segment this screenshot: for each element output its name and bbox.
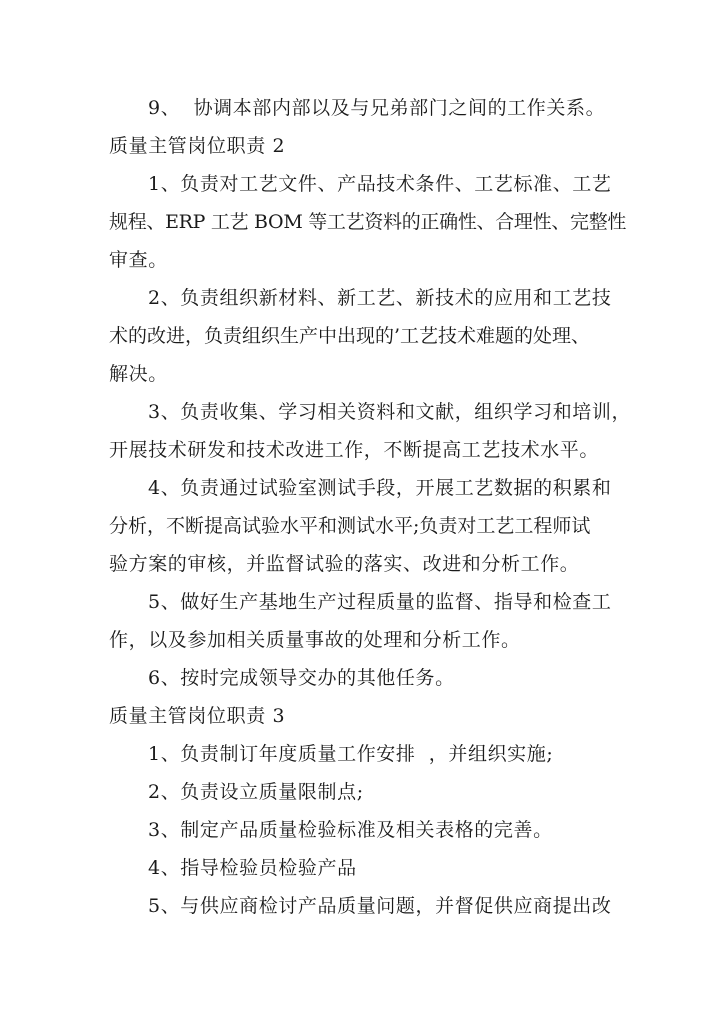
text-line: 解决。 <box>109 363 168 385</box>
text-line: 4、指导检验员检验产品 <box>148 857 357 879</box>
section-heading: 质量主管岗位职责 2 <box>109 135 286 157</box>
text-line: 4、负责通过试验室测试手段，开展工艺数据的积累和 <box>148 477 612 499</box>
text-line: 1、负责对工艺文件、产品技术条件、工艺标准、工艺 <box>148 173 612 195</box>
text-line: 2、负责设立质量限制点; <box>148 781 364 803</box>
text-line: 1、负责制订年度质量工作安排 ，并组织实施; <box>148 743 554 765</box>
text-line: 5、做好生产基地生产过程质量的监督、指导和检查工 <box>148 591 612 613</box>
text-line: 作，以及参加相关质量事故的处理和分析工作。 <box>109 629 521 651</box>
text-line: 开展技术研发和技术改进工作，不断提高工艺技术水平。 <box>109 439 600 461</box>
text-line: 3、负责收集、学习相关资料和文献，组织学习和培训， <box>148 401 632 423</box>
text-line: 9、 协调本部内部以及与兄弟部门之间的工作关系。 <box>148 97 606 119</box>
text-line: 验方案的审核，并监督试验的落实、改进和分析工作。 <box>109 553 580 575</box>
text-line: 术的改进，负责组织生产中出现的’工艺技术难题的处理、 <box>109 325 591 347</box>
text-line: 规程、ERP 工艺 BOM 等工艺资料的正确性、合理性、完整性 <box>109 211 627 233</box>
text-line: 2、负责组织新材料、新工艺、新技术的应用和工艺技 <box>148 287 612 309</box>
text-line: 审查。 <box>109 249 168 271</box>
text-line: 分析，不断提高试验水平和测试水平;负责对工艺工程师试 <box>109 515 591 537</box>
section-heading: 质量主管岗位职责 3 <box>109 705 286 727</box>
text-line: 6、按时完成领导交办的其他任务。 <box>148 667 455 689</box>
text-line: 5、与供应商检讨产品质量问题，并督促供应商提出改 <box>148 895 612 917</box>
text-line: 3、制定产品质量检验标准及相关表格的完善。 <box>148 819 553 841</box>
